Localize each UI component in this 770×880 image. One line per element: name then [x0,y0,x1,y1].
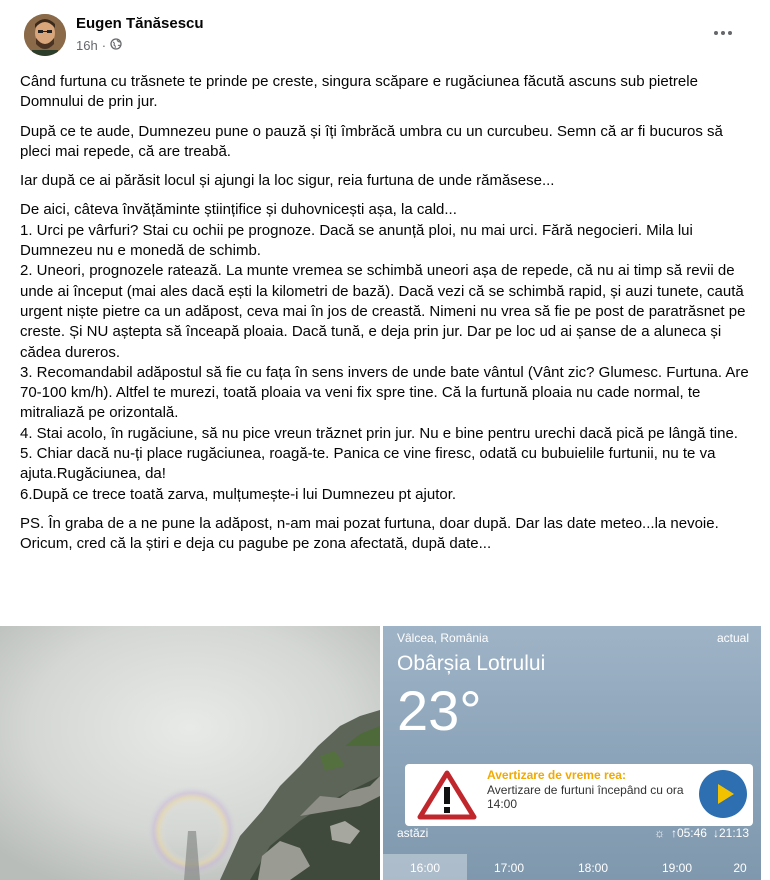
weather-sun-times [654,826,749,840]
warning-icon [417,770,477,825]
post-photo-weather-app[interactable] [383,626,761,880]
weather-alert-text: Avertizare de furtuni începând cu ora 14:00 [487,783,684,811]
post-time[interactable]: 16h [76,38,98,53]
weather-alert-card[interactable] [405,764,753,826]
post-photo-mountain[interactable] [0,626,380,880]
post-text [20,72,755,564]
weather-alert-title: Avertizare de vreme rea: [487,768,626,782]
author-name[interactable]: Eugen Tănăsescu [76,15,204,32]
weather-hour[interactable]: 19:00 [661,861,693,875]
sun-icon: ☼ [653,826,665,840]
post-paragraph: După ce te aude, Dumnezeu pune o pauză și îți îmbrăcă umbra cu un curcubeu. Semn că ar fi bucuros să pleci mai repede, că are treabă. [20,122,723,160]
post-paragraph: Iar după ce ai părăsit locul și ajungi la loc sigur, reia furtuna de unde rămăsese... [20,172,555,190]
dot-icon [714,31,718,35]
weather-sunrise: ↑05:46 [670,826,707,840]
dot-icon [721,31,725,35]
play-icon[interactable] [699,770,747,818]
weather-sunset: ↓21:13 [712,826,749,840]
globe-icon [110,38,122,53]
post-paragraph: De aici, câteva învățăminte științifice și duhovnicești așa, la cald... 1. Urci pe vârfuri? Stai cu ochii pe prognoze. Dacă se anunță ploi, nu mai urci. Fără negocieri. Mila lui Dumnezeu nu e monedă de schimb. 2. Uneori, prognozele ratează. La munte vremea se schimbă uneori așa de repede, că nu ai timp să revii de unde ai început (mai ales dacă ești la kilometri de bază). Dacă vezi că se schimbă rapid, și auzi tunete, caută urgent niște pietre ca un adăpost, ceva mai în jos de creastă. Nimeni nu vrea să fie pe post de paratrăsnet pe creste. Și NU aștepta să înceapă ploaia. Dacă tună, e deja prin jur. Dar pe loc ud ai șanse de a aluneca și cădea dureros. 3. Recomandabil adăpostul să fie cu fața în sens invers de unde bate vântul (Vânt zic? Glumesc. Furtuna. Are 70-100 km/h). Altfel te murezi, toată ploaia va veni fix spre tine. Că la furtună ploaia nu cade normal, te mitraliază pe orizontală. 4. Stai acolo, în rugăciune, să nu pice vreun trăznet prin jur. Nu e bine pentru urechi dacă pică pe lângă tine. 5. Chiar dacă nu-ți place rugăciunea, roagă-te. Panica ce vine firesc, odată cu bubuielile furtunii, nu te va ajuta.Rugăciunea, da! 6.După ce trece toată zarva, mulțumește-i lui Dumnezeu pt ajutor. [20,201,749,503]
dot-icon [728,31,732,35]
weather-region: Vâlcea, România [397,631,489,645]
weather-today-label: astăzi [397,826,429,840]
post-meta: 16h · [76,38,122,53]
weather-actual-label: actual [716,631,749,645]
weather-hour[interactable]: 20 [733,861,747,875]
weather-hour[interactable]: 18:00 [577,861,609,875]
post-paragraph: PS. În graba de a ne pune la adăpost, n-am mai pozat furtuna, doar după. Dar las date meteo...la nevoie. Oricum, cred că la știri e deja cu pagube pe zona afectată, după date... [20,514,719,553]
weather-hour[interactable]: 16:00 [383,854,467,880]
weather-temperature: 23° [397,679,482,742]
post-paragraph: Când furtuna cu trăsnete te prinde pe creste, singura scăpare e rugăciunea făcută ascuns sub pietrele Domnului de prin jur. [20,73,698,111]
weather-hour-strip [383,854,761,880]
avatar[interactable] [24,14,66,56]
more-options-button[interactable] [708,20,738,46]
weather-place: Obârșia Lotrului [397,652,546,675]
weather-hour[interactable]: 17:00 [493,861,525,875]
